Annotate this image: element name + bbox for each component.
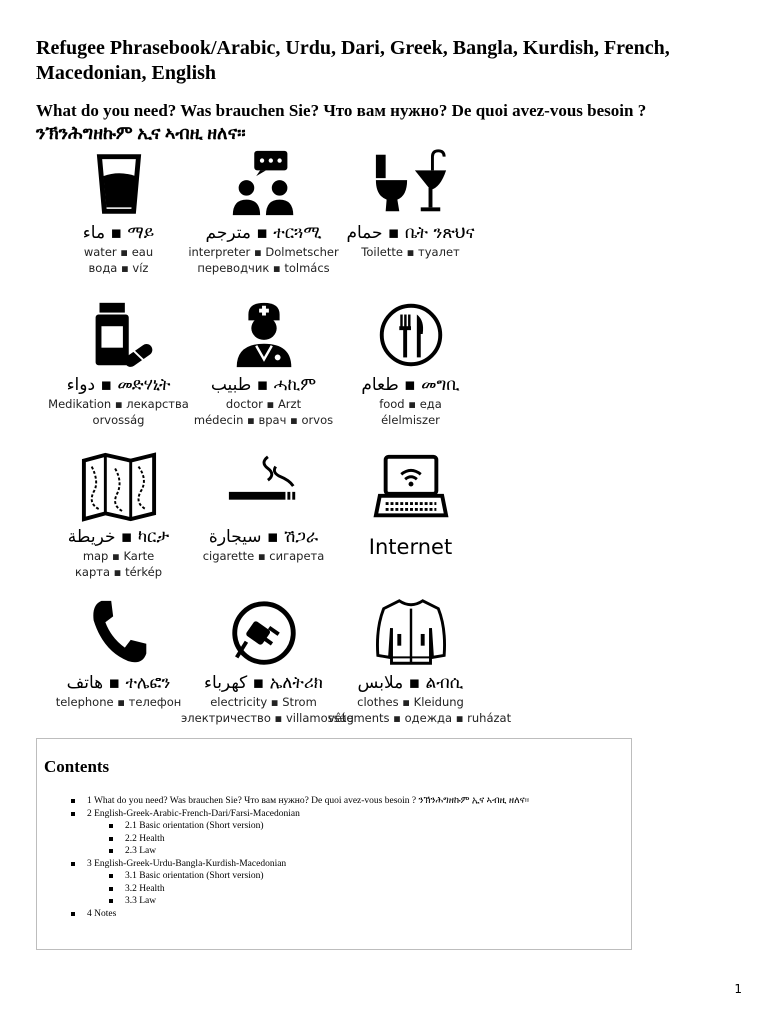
- phrase-clothes: [328, 598, 512, 726]
- internet-label: Internet: [368, 535, 453, 559]
- native-label: دواء ▪ መድሃኒት: [66, 375, 171, 395]
- toc-link[interactable]: 2 English-Greek-Arabic-French-Dari/Farsi-Macedonian: [69, 808, 624, 821]
- page-title: Refugee Phrasebook/Arabic, Urdu, Dari, Greek, Bangla, Kurdish, French, Macedonian, English: [36, 37, 670, 84]
- section-heading-line2: ንኽንሕግዘኩም ኢና ኣብዚ ዘለና፡፡: [36, 123, 246, 143]
- toc-link[interactable]: 4 Notes: [69, 908, 624, 921]
- jacket-icon: [372, 598, 450, 668]
- phrase-electricity: [181, 598, 354, 726]
- toc-link[interactable]: 3 English-Greek-Urdu-Bangla-Kurdish-Macedonian: [69, 858, 624, 871]
- translation-line-2: orvosság: [92, 413, 145, 427]
- contents-heading: Contents: [44, 757, 110, 776]
- native-label: طبيب ▪ ሓኪም: [210, 375, 317, 395]
- cigarette-icon: [225, 452, 303, 522]
- toc-link[interactable]: 2.2 Health: [69, 833, 624, 846]
- table-of-contents: [36, 738, 632, 950]
- phrase-medication: [36, 300, 201, 428]
- page-number: 1: [734, 982, 742, 996]
- native-label: سيجارة ▪ ሽጋራ: [208, 527, 319, 547]
- native-label: مترجم ▪ ተርጓሚ: [205, 223, 322, 243]
- translation-line-2: vêtements ▪ одежда ▪ ruházat: [328, 711, 512, 725]
- translation-line-1: water ▪ eau: [83, 245, 154, 259]
- translation-line-1: electricity ▪ Strom: [210, 695, 317, 709]
- section-heading-line1: What do you need? Was brauchen Sie? Что вам нужно? De quoi avez-vous besoin ?: [36, 101, 647, 120]
- native-label: ماء ▪ ማይ: [82, 223, 155, 243]
- toc-link[interactable]: 2.3 Law: [69, 845, 624, 858]
- phrase-water: [36, 148, 201, 276]
- phrase-icon-grid: [36, 148, 512, 738]
- translation-line-1: Toilette ▪ туалет: [361, 245, 460, 259]
- phrase-doctor: [181, 300, 346, 428]
- translation-line-1: food ▪ еда: [379, 397, 442, 411]
- translation-line-1: clothes ▪ Kleidung: [357, 695, 464, 709]
- telephone-icon: [80, 598, 158, 668]
- phrase-map: [36, 452, 201, 580]
- toc-link[interactable]: 3.1 Basic orientation (Short version): [69, 870, 624, 883]
- translation-line-1: Medikation ▪ лекарства: [48, 397, 189, 411]
- translation-line-2: élelmiszer: [381, 413, 440, 427]
- translation-line-2: вода ▪ víz: [88, 261, 149, 275]
- translation-line-1: map ▪ Karte: [82, 549, 155, 563]
- native-label: حمام ▪ ቤት ንጽህና: [346, 223, 475, 243]
- interpreter-icon: [225, 148, 303, 218]
- phrase-toilet: [328, 148, 493, 260]
- food-plate-icon: [372, 300, 450, 370]
- translation-line-2: переводчик ▪ tolmács: [197, 261, 330, 275]
- map-icon: [80, 452, 158, 522]
- translation-line-1: interpreter ▪ Dolmetscher: [188, 245, 339, 259]
- toc-link[interactable]: 1 What do you need? Was brauchen Sie? Что вам нужно? De quoi avez-vous besoin ? ንኽንሕግዘኩም ኢና ኣብዚ ዘለና፡፡: [69, 795, 624, 808]
- phrase-telephone: [36, 598, 201, 710]
- phrase-internet: [328, 452, 493, 562]
- native-label: خريطة ▪ ካርታ: [67, 527, 170, 547]
- phrase-cigarette: [181, 452, 346, 564]
- translation-line-2: электричество ▪ villamosság: [181, 711, 354, 725]
- glass-of-water-icon: [80, 148, 158, 218]
- native-label: ملابس ▪ ልብሲ: [357, 673, 464, 693]
- section-heading: [36, 100, 756, 145]
- translation-line-2: médecin ▪ врач ▪ orvos: [193, 413, 334, 427]
- translation-line-1: doctor ▪ Arzt: [225, 397, 302, 411]
- phrase-food: [328, 300, 493, 428]
- native-label: طعام ▪ መግቢ: [361, 375, 460, 395]
- toc-link[interactable]: 3.3 Law: [69, 895, 624, 908]
- toc-link[interactable]: 2.1 Basic orientation (Short version): [69, 820, 624, 833]
- phrase-interpreter: [181, 148, 346, 276]
- translation-line-1: cigarette ▪ сигарета: [202, 549, 325, 563]
- contents-list: [69, 795, 624, 920]
- native-label: كهرباء ▪ ኤለትሪክ: [204, 673, 323, 693]
- translation-line-2: карта ▪ térkép: [74, 565, 163, 579]
- internet-laptop-icon: [372, 452, 450, 522]
- electricity-plug-icon: [225, 598, 303, 668]
- medication-icon: [80, 300, 158, 370]
- toc-link[interactable]: 3.2 Health: [69, 883, 624, 896]
- doctor-icon: [225, 300, 303, 370]
- translation-line-1: telephone ▪ телефон: [55, 695, 182, 709]
- native-label: هاتف ▪ ተሌፎን: [66, 673, 171, 693]
- toilet-sink-icon: [372, 148, 450, 218]
